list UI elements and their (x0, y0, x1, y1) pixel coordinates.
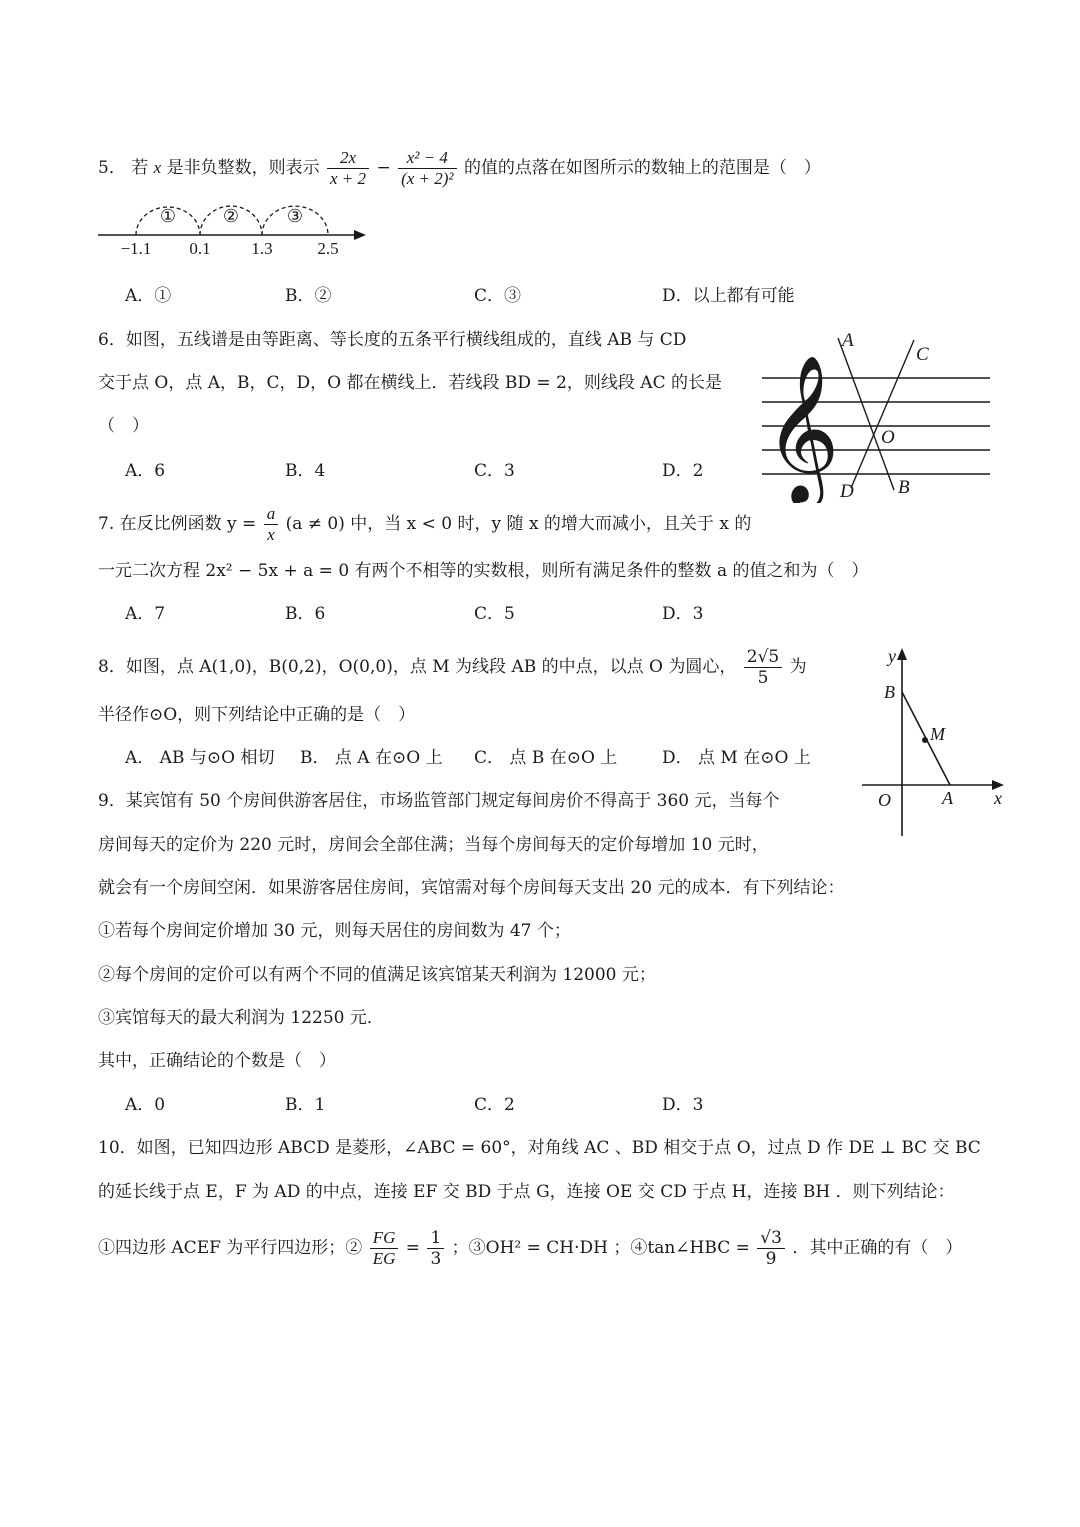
q8-text-b: 为 (789, 657, 807, 677)
q7-option-b[interactable]: B．6 (285, 604, 326, 624)
q8-option-a[interactable]: A． AB 与⊙O 相切 (125, 748, 275, 768)
q5-minus: − (376, 158, 391, 178)
point-m (922, 737, 928, 743)
region-label-1: ① (159, 206, 177, 226)
label-y: y (888, 646, 896, 666)
q5-frac2-denominator: (x + 2)² (401, 169, 454, 188)
q10-fraction-fg-eg (370, 1228, 399, 1269)
q10-frac3-numerator: √3 (757, 1228, 785, 1249)
q5-text-b: 是非负整数，则表示 (166, 158, 320, 178)
q10-frac2-numerator: 1 (427, 1228, 444, 1249)
label-b: B (898, 477, 910, 498)
q6-option-d[interactable]: D．2 (662, 461, 704, 481)
tick-label-3: 1.3 (251, 239, 273, 258)
region-label-3: ③ (286, 206, 304, 226)
q5-var-x: x (153, 158, 162, 177)
q9-question: 其中，正确结论的个数是（ ） (98, 1051, 336, 1071)
q5-text-a: 若 (131, 158, 149, 178)
q5-number: 5． (98, 158, 126, 178)
q10-frac3-denominator: 9 (765, 1249, 777, 1269)
q6-option-a[interactable]: A．6 (125, 461, 166, 481)
q9-line-1: 9．某宾馆有 50 个房间供游客居住，市场监管部门规定每间房价不得高于 360 元，当每个 (98, 791, 780, 811)
q7-fraction (264, 504, 279, 545)
label-a: A (842, 330, 854, 351)
q5-stem (98, 148, 821, 189)
q7-frac-numerator: a (264, 504, 279, 525)
q10-text-c: ；③OH² = CH·DH ；④tan∠HBC = (451, 1238, 750, 1258)
q10-fraction-sqrt3-9 (757, 1228, 785, 1269)
q8-option-d[interactable]: D． 点 M 在⊙O 上 (662, 748, 811, 768)
q10-line-2: 的延长线于点 E，F 为 AD 的中点，连接 EF 交 BD 于点 G，连接 OE 交 CD 于点 H，连接 BH ．则下列结论： (98, 1182, 955, 1202)
q8-option-c[interactable]: C． 点 B 在⊙O 上 (474, 748, 618, 768)
q6-option-b[interactable]: B．4 (285, 461, 326, 481)
q10-frac2-denominator: 3 (430, 1249, 442, 1269)
q10-text-d: ．其中正确的有（ ） (792, 1238, 963, 1258)
q5-fraction-2 (398, 148, 456, 189)
number-line-arrow (354, 230, 366, 240)
q6-line-2: 交于点 O，点 A，B，C，D，O 都在横线上．若线段 BD = 2，则线段 AC 的长是 (98, 373, 722, 393)
label-b: B (884, 682, 895, 702)
q10-line-1: 10．如图，已知四边形 ABCD 是菱形，∠ABC = 60°，对角线 AC 、BD 相交于点 O，过点 D 作 DE ⊥ BC 交 BC (98, 1138, 981, 1158)
q5-frac2-numerator: x² − 4 (398, 148, 456, 169)
line-ab (838, 338, 894, 490)
label-m: M (930, 724, 945, 744)
line-cd (851, 340, 914, 488)
q8-fraction (744, 647, 782, 688)
q7-option-a[interactable]: A．7 (125, 604, 166, 624)
q5-frac1-numerator: 2x (327, 148, 369, 169)
q7-frac-denominator: x (267, 525, 275, 544)
tick-label-1: −1.1 (120, 239, 152, 258)
q9-option-a[interactable]: A．0 (125, 1095, 166, 1115)
q6-staff-figure (758, 328, 998, 503)
q5-option-c[interactable]: C．③ (474, 286, 522, 306)
q7-line-1 (98, 504, 751, 545)
q10-line-3 (98, 1228, 962, 1269)
q8-frac-numerator: 2√5 (744, 647, 782, 668)
q10-text-a: ①四边形 ACEF 为平行四边形；② (98, 1238, 363, 1258)
q9-statement-3: ③宾馆每天的最大利润为 12250 元． (98, 1008, 384, 1028)
label-a: A (942, 788, 953, 808)
q6-line-1: 6．如图，五线谱是由等距离、等长度的五条平行横线组成的，直线 AB 与 CD (98, 330, 687, 350)
label-c: C (916, 344, 929, 365)
q8-text-a: 8．如图，点 A(1,0)，B(0,2)，O(0,0)，点 M 为线段 AB 的中点，以点 O 为圆心， (98, 657, 737, 677)
y-axis-arrow (897, 648, 907, 660)
q8-frac-denominator: 5 (757, 668, 769, 688)
q5-fraction-1 (327, 148, 369, 189)
q9-statement-1: ①若每个房间定价增加 30 元，则每天居住的房间数为 47 个； (98, 921, 571, 941)
q5-option-b[interactable]: B．② (285, 286, 332, 306)
q10-equals: = (405, 1238, 421, 1258)
q5-text-c: 的值的点落在如图所示的数轴上的范围是（ ） (463, 158, 821, 178)
q9-line-2: 房间每天的定价为 220 元时，房间会全部住满；当每个房间每天的定价每增加 10 元时， (98, 835, 769, 855)
label-o: O (881, 427, 895, 448)
q7-text-b: (a ≠ 0) 中，当 x < 0 时，y 随 x 的增大而减小，且关于 x 的 (285, 514, 752, 534)
q9-option-d[interactable]: D．3 (662, 1095, 704, 1115)
q6-option-c[interactable]: C．3 (474, 461, 515, 481)
label-x: x (994, 788, 1002, 808)
q6-line-3: （ ） (98, 416, 149, 436)
label-d: D (840, 481, 854, 502)
q7-option-d[interactable]: D．3 (662, 604, 704, 624)
q9-statement-2: ②每个房间的定价可以有两个不同的值满足该宾馆某天利润为 12000 元； (98, 965, 656, 985)
q7-option-c[interactable]: C．5 (474, 604, 515, 624)
q10-frac1-denominator: EG (372, 1249, 396, 1268)
q7-line-2: 一元二次方程 2x² − 5x + a = 0 有两个不相等的实数根，则所有满足条件的整数 a 的值之和为（ ） (98, 561, 869, 581)
q5-number-line-figure (92, 196, 382, 262)
q8-coordinate-figure (852, 640, 1012, 840)
q10-fraction-one-third (427, 1228, 444, 1269)
q5-frac1-denominator: x + 2 (330, 169, 367, 188)
label-o: O (878, 790, 891, 810)
q7-text-a: 7. 在反比例函数 y = (98, 514, 257, 534)
q8-line-1 (98, 647, 807, 688)
q5-option-a[interactable]: A．① (125, 286, 172, 306)
q9-option-c[interactable]: C．2 (474, 1095, 515, 1115)
treble-clef-icon: 𝄞 (764, 358, 840, 500)
q10-frac1-numerator: FG (370, 1228, 399, 1249)
tick-label-2: 0.1 (189, 239, 211, 258)
q8-line-2: 半径作⊙O，则下列结论中正确的是（ ） (98, 705, 416, 725)
q9-option-b[interactable]: B．1 (285, 1095, 326, 1115)
q9-line-3: 就会有一个房间空闲．如果游客居住房间，宾馆需对每个房间每天支出 20 元的成本．有下列结论： (98, 878, 845, 898)
region-label-2: ② (222, 206, 240, 226)
q8-option-b[interactable]: B． 点 A 在⊙O 上 (300, 748, 443, 768)
q5-option-d[interactable]: D．以上都有可能 (662, 286, 795, 306)
tick-label-4: 2.5 (317, 239, 339, 258)
